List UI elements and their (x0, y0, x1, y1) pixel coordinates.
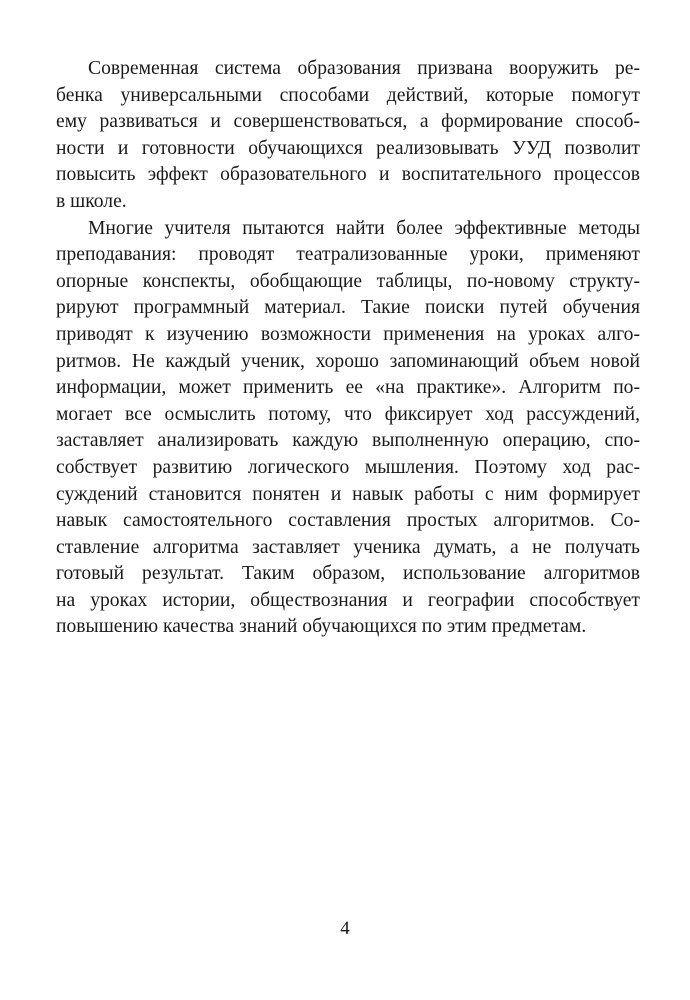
text-line: Современная система образования призвана вооружить ре- (88, 58, 640, 79)
page-number: 4 (340, 918, 350, 939)
text-line: ставление алгоритма заставляет ученика думать, а не получать (56, 536, 640, 558)
text-line: ритмов. Не каждый ученик, хорошо запоминающий объем новой (56, 350, 640, 372)
text-line: суждений становится понятен и навык работы с ним формирует (56, 483, 640, 505)
paragraph-2 (56, 216, 640, 642)
text-line: собствует развитию логического мышления. Поэтому ход рас- (56, 456, 640, 478)
text-line: приводят к изучению возможности применения на уроках алго- (56, 323, 640, 345)
text-line: рируют программный материал. Такие поиски путей обучения (56, 297, 640, 319)
text-line: преподавания: проводят театрализованные уроки, применяют (56, 244, 640, 266)
text-line: на уроках истории, обществознания и географии способствует (56, 589, 640, 611)
text-line: бенка универсальными способами действий, которые помогут (56, 84, 640, 106)
body-text (56, 56, 640, 641)
text-line: информации, может применить ее «на практике». Алгоритм по- (56, 377, 640, 399)
text-line: опорные конспекты, обобщающие таблицы, по-новому структу- (56, 270, 640, 292)
text-line: повысить эффект образовательного и воспитательного процессов (56, 164, 640, 186)
text-line: ности и готовности обучающихся реализовывать УУД позволит (56, 137, 640, 159)
text-line: готовый результат. Таким образом, использование алгоритмов (56, 563, 640, 585)
text-line: ему развиваться и совершенствоваться, а формирование способ- (56, 111, 640, 133)
text-line: Многие учителя пытаются найти более эффективные методы (88, 217, 640, 239)
text-line: в школе. (56, 190, 127, 212)
text-line: навык самостоятельного составления простых алгоритмов. Со- (56, 510, 640, 532)
text-line: заставляет анализировать каждую выполненную операцию, спо- (56, 430, 640, 452)
text-line: могает все осмыслить потому, что фиксирует ход рассуждений, (56, 403, 640, 425)
paragraph-1 (56, 56, 640, 216)
text-line: повышению качества знаний обучающихся по этим предметам. (56, 616, 587, 638)
